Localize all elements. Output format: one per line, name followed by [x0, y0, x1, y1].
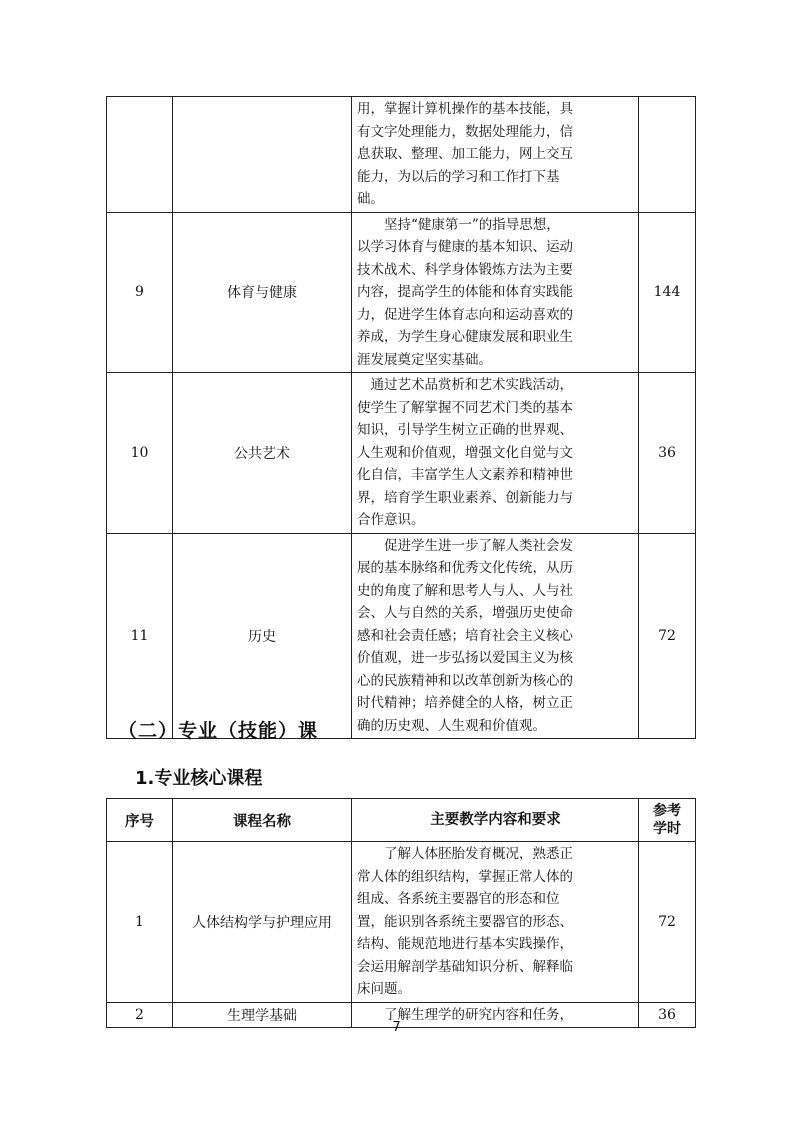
course-description-text: 了解生理学的研究内容和任务，: [357, 1006, 573, 1023]
course-number: 11: [107, 533, 173, 739]
course-number: 9: [107, 212, 173, 373]
course-description: [352, 373, 639, 534]
header-hours: [639, 799, 696, 842]
course-hours: 36: [639, 1002, 696, 1028]
course-hours: 144: [639, 212, 696, 373]
course-name: 人体结构学与护理应用: [173, 842, 352, 1003]
course-description-text: 坚持“健康第一”的指导思想， 以学习体育与健康的基本知识、运动 技术战术、科学身体锻炼方法为主要 内容，提高学生的体能和体育实践能 力，促进学生体育志向和运动喜欢的 养成，为学生身心健康发展和职业生 涯发展奠定坚实基础。: [357, 216, 573, 368]
course-description-text: 促进学生进一步了解人类社会发 展的基本脉络和优秀文化传统，从历 史的角度了解和思考人与人、人与社 会、人与自然的关系，增强历史使命 感和社会责任感；培育社会主义核心 价值观，进一步弘扬以爱国主义为核 心的民族精神和以改革创新为核心的 时代精神；培养健全的人格，树立正 确的历史观、人生观和价值观。: [357, 537, 573, 734]
course-name: [173, 97, 352, 213]
course-description-text: 通过艺术品赏析和艺术实践活动， 使学生了解掌握不同艺术门类的基本 知识，引导学生树立正确的世界观、 人生观和价值观，增强文化自觉与文 化自信，丰富学生人文素养和精神世 界，培育学生职业素养、创新能力与 合作意识。: [357, 377, 573, 528]
course-description: [352, 533, 639, 739]
table-row: [107, 533, 696, 739]
course-description: [352, 97, 639, 213]
course-description-text: 了解人体胚胎发育概况，熟悉正 常人体的组织结构，掌握正常人体的 组成、各系统主要器官的形态和位 置，能识别各系统主要器官的形态、 结构、能规范地进行基本实践操作， 会运用解剖学基础知识分析、解释临 床问题。: [357, 846, 573, 997]
course-number: 10: [107, 373, 173, 534]
table-row: [107, 212, 696, 373]
course-number: 1: [107, 842, 173, 1003]
header-course-name: 课程名称: [173, 799, 352, 842]
table-row: [107, 842, 696, 1003]
core-courses-table: [106, 798, 696, 1028]
course-description: [352, 842, 639, 1003]
course-name: 公共艺术: [173, 373, 352, 534]
course-description: [352, 212, 639, 373]
course-hours: 36: [639, 373, 696, 534]
table-row: [107, 373, 696, 534]
course-number: [107, 97, 173, 213]
table-header-row: [107, 799, 696, 842]
header-hours-text: 参考 学时: [653, 803, 681, 837]
course-name: 生理学基础: [173, 1002, 352, 1028]
course-description-text: 用，掌握计算机操作的基本技能，具 有文字处理能力，数据处理能力，信 息获取、整理、加工能力，网上交互 能力，为以后的学习和工作打下基 础。: [357, 101, 573, 207]
course-hours: 72: [639, 842, 696, 1003]
subsection-heading: 1.专业核心课程: [135, 768, 263, 789]
course-name: 历史: [173, 533, 352, 739]
course-hours: [639, 97, 696, 213]
course-name: 体育与健康: [173, 212, 352, 373]
section-heading: （二）专业（技能）课: [118, 720, 319, 742]
page-number: 7: [392, 1020, 401, 1035]
table-row: [107, 97, 696, 213]
header-description: 主要教学内容和要求: [352, 799, 639, 842]
course-number: 2: [107, 1002, 173, 1028]
course-hours: 72: [639, 533, 696, 739]
header-number: 序号: [107, 799, 173, 842]
general-courses-table: [106, 96, 696, 739]
